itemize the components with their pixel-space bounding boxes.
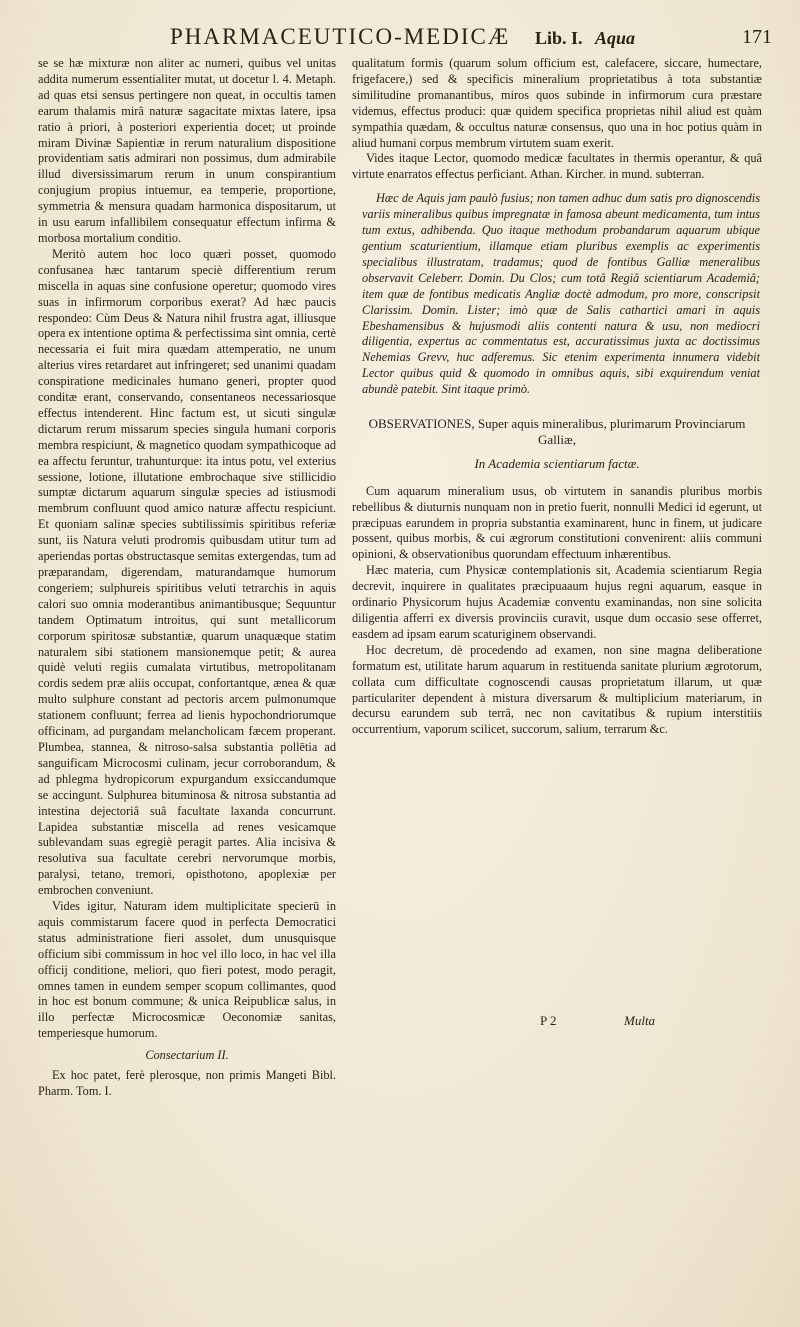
- right-paragraph-1: qualitatum formis (quarum solum officium est, calefacere, siccare, humectare, frigefacere,) sed & specificis mineralium proprietatibus à tota substantiæ similitudine promanantibus, miros quos subinde in infirmorum cura præstare videmus, effectus produci: quæ quidem specifica proprietas nihil aliud est quàm sympathia quædam, & occultus naturæ consensus, quo una in hoc potius quàm in aliud humani corpus membrum virtutem suam exerit.: [352, 56, 762, 150]
- right-paragraph-3: Cum aquarum mineralium usus, ob virtutem in sanandis pluribus morbis rebellibus & diuturnis nunquam non in pretio fuerit, nonnulli Medici id egerunt, ut præcipuas earundem in propria substantia examinarent, hunc in finem, ut judicare possent, quibus morbis, & cui ægrorum constitutioni convenirent: aliis communi opinioni, & observationibus quorundam effectuum inhærentibus.: [352, 483, 762, 562]
- observationes-subheading: In Academia scientiarum factæ.: [474, 455, 640, 471]
- running-title: PHARMACEUTICO-MEDICÆ: [170, 24, 511, 49]
- running-header: [30, 22, 780, 52]
- left-paragraph-3: Vides igitur, Naturam idem multiplicitate specierū in aquis commistarum facere quod in perfecta Democratici status administratione fieri assolet, dum unusquisque officium sibi commissum in hoc vel illo loco, in hac vel illa officij conditione, meliori, quo fieri potest, modo peragit, omnes tamen in eundem semper scopum collimantes, quod in hoc est bonum commune; & unica Reipublicæ salus, in illo perfectæ Microcosmicæ Oeconomiæ sanitas, temperiesque humorum.: [38, 899, 336, 1041]
- consectarium-heading: Consectarium II.: [145, 1048, 229, 1063]
- running-topic: Aqua: [595, 28, 636, 48]
- italic-transition-passage: Hæc de Aquis jam paulò fusius; non tamen adhuc dum satis pro dignoscendis variis mineralibus quibus impregnatæ in famosa abeunt medicamenta, tum intus tum extus, adhibenda. Quo itaque methodum probandarum aquarum ubique gentium scaturientium, illamque etiam pluribus exemplis ac experimentis specialibus illustratam, tradamus; quod de fontibus Galliæ meneralibus observavit Celeberr. Domin. Du Clos; cum totâ Regiâ scientiarum Academiâ; item quæ de fontibus medicatis Angliæ doctè admodum, pro more, conscripsit Clarissim. Domin. Lister; imò quæ de Salis cathartici amari in aquis Ebeshamensibus & hujusmodi aliis contenti natura & usu, non mediocri diligentia, expertus ac commentatus est, accuratissimus juxta ac doctissimus Nehemias Grevv, huc adferemus. Sic etenim experimenta innumera videbit Lector quibus quid & quomodo in omnibus aquis, sibi exquirendum veniat abundè patebit. Sint itaque primò.: [362, 191, 760, 397]
- right-paragraph-2: Vides itaque Lector, quomodo medicæ facultates in thermis operantur, & quâ virtute enarratos effectus perficiant. Athan. Kircher. in mund. subterran.: [352, 151, 762, 182]
- observationes-heading: OBSERVATIONES, Super aquis mineralibus, plurimarum Provinciarum Galliæ,: [368, 416, 746, 447]
- left-paragraph-1: se se hæ mixturæ non aliter ac numeri, quibus vel unitas addita numerum essentialiter mutat, ut docetur l. 4. Metaph. ad quas etsi sensus pertingere non queat, in occultis tamen earum thalamis mirâ naturæ sagacitate mixtas latere, ipsa ratio à priori, à posteriori experientia docet; ut proinde miram Divinæ Sapientiæ in rerum naturalium dispositione providentiam satis admirari non possimus, dum admirabile illud diversissimarum rerum in unum conspirantium conjugium propius intuemur, ea temperie, proportione, symmetria & mensura quadam harmonica dispositarum, ut in usu earum infallibilem consequatur effectum infirma & morbosa mortalium conditio.: [38, 56, 336, 245]
- catchword: Multa: [624, 1013, 656, 1028]
- right-column: [352, 56, 762, 738]
- right-paragraph-5: Hoc decretum, dè procedendo ad examen, non sine magna deliberatione formatum est, utilitate harum aquarum in restituenda sanitate plurium ægrotorum, collata cum difficultate cognoscendi causas proprietatum illarum, ut quæ particulariter dependent à mistura diversarum & multiplicium materiarum, in decursu earundem sub terrâ, nec non cavitatibus & rupium interstitiis occurrentium, vaporum scilicet, succorum, salium, terrarum &c.: [352, 642, 762, 737]
- running-liber: Lib. I.: [535, 28, 583, 48]
- left-paragraph-2: Meritò autem hoc loco quæri posset, quomodo confusanea hæc tantarum speciè differentium rerum miscella in aquas sine confusione operetur; quomodo vires suas in infirmorum corporibus exerat? Ad hæc paucis respondeo: Cùm Deus & Natura nihil frustra agat, illiusque opera ex intentione optima & perfectissima sint omnia, certè necessaria ei fuit mira quædam attemperatio, ne unum alterius vires retardaret aut infringeret; sed unanimi quadam conspiratione medicinales humano generi, propter quod conditæ erant, conservando, consentaneos necessariosque effectus intenderent. Hinc factum est, ut sicuti singulæ dictarum rerum missarum species singula humani corporis membra respiciunt, & magnetico quodam sympathicoque ad ea affectu feruntur, trahunturque: ita intus potu, vel exterius sessione, lotione, illutatione embrochaque sive stillicidio sumptæ dictarum aquarum singulæ species ad istiusmodi membrum confluunt quod amico naturæ affectu respiciunt. Et quoniam salinæ species subtilissimis spiritibus referiæ sunt, iis Natura veluti prodromis quibusdam utitur tum ad aperiendas portas obstructasque semitas extergendas, tum ad præparandam, digerendam, maturandamque humorum congeriem; sulphureis spiritibus veluti tetrarchis in aquis calori suo omnia moderantibus animantibusque; Sequuntur tandem Optimatum introitus, qui sunt metallicorum corporum spiritosæ substantiæ, quarum unaquæque statim naturalem sibi stationem mansionemque petit; & aurea quidè veluti regiis cumalata virtutibus, metropolitanam cordis sedem præ aliis occupat, confortantque, ænea & quæ multo sulphure constant ad pectoris arcem pulmonumque stationem confluunt; ferrea ad lienis hypochondriorumque officinam, ad purgandam melancholicam fæcem properant. Plumbea, stannea, & nitroso-salsa substantia pollētia ad sanguificam Microcosmi culinam, jecur corroborandum, & ad phlegma hydropicorum expurgandum exsiccandumque se accingunt. Sulphurea bituminosa & nitrosa substantia ad intestina dejectoriâ suâ facultate laxanda concurrunt. Lapidea substantiæ miscella ad renes vesicamque sublevandam suas egregiè peragit partes. Alia incisiva & resolutiva sua facultate cerebri nervorumque morbis, paralysi, tetano, tremori, opisthotono, apoplexiæ per embrochen conveniunt.: [38, 246, 336, 898]
- page-number: 171: [742, 26, 772, 48]
- left-column: [38, 56, 336, 1100]
- signature-mark: P 2: [540, 1013, 557, 1028]
- right-paragraph-4: Hæc materia, cum Physicæ contemplationis sit, Academia scientiarum Regia decrevit, inquirere in qualitates præcipuaaum hujus regni aquarum, easque in ordinario Physicorum hujus Academiæ conventu examinandas, non sine solicita diligentia afferri ex diversis provinciis curavit, usque dum occasio sese offerret, easdem ad ipsam earum scaturiginem observandi.: [352, 563, 762, 641]
- left-paragraph-4: Ex hoc patet, ferè plerosque, non primis Mangeti Bibl. Pharm. Tom. I.: [38, 1068, 336, 1098]
